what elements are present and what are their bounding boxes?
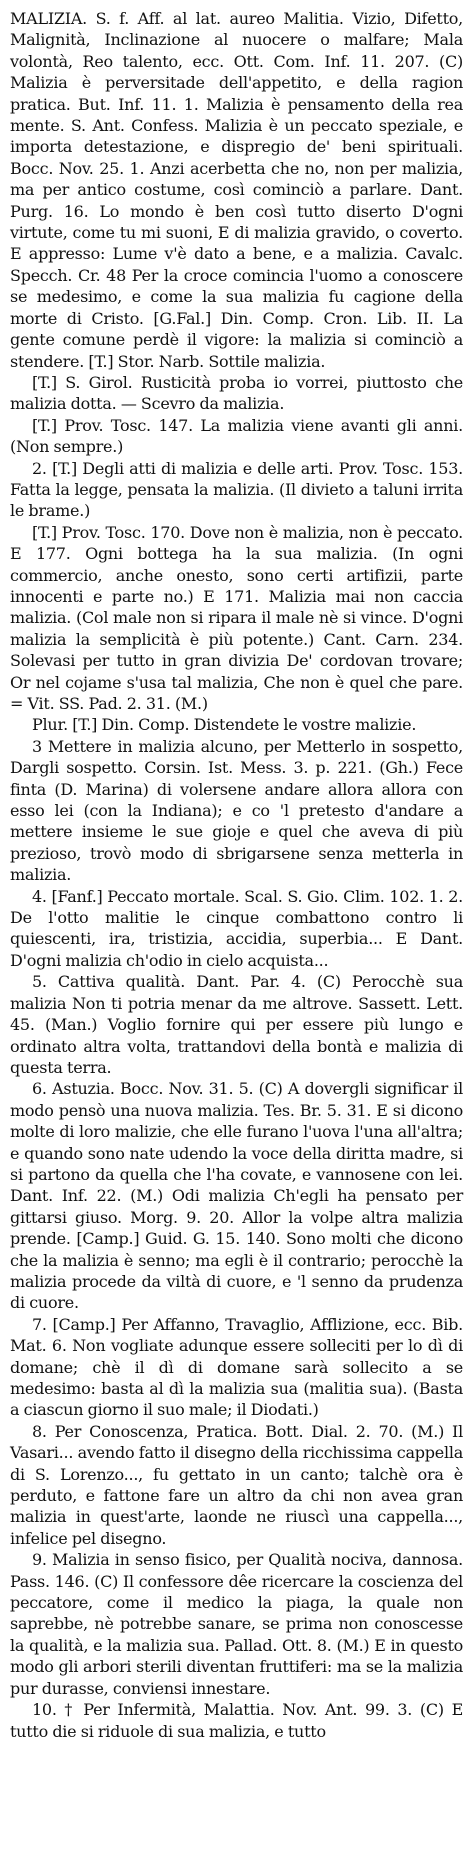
sense-3: 3 Mettere in malizia alcuno, per Metterlo in sospetto, Dargli sospetto. Corsin. Ist. Mess. 3. p. 221. (Gh.) Fece finta (D. Marina) di volersene andare allora allora con esso lei (con la Indiana); e co 'l pretesto d'andare a mettere insieme le sue gioje e quel che aveva di più prezioso, trovò modo di sbrigarsene senza metterla in malizia. (10, 736, 463, 885)
sense-10: 10. † Per Infermità, Malattia. Nov. Ant. 99. 3. (C) E tutto die si riduole di sua malizia, e tutto (10, 1700, 463, 1741)
sense-6: 6. Astuzia. Bocc. Nov. 31. 5. (C) A dovergli significar il modo pensò una nuova malizia. Tes. Br. 5. 31. E si dicono molte di loro malizie, che elle furano l'uova l'una all'altra; e quando sono nate udendo la voce della diritta madre, si si partono da quella che l'ha covate, e vannosene con lei. Dant. Inf. 22. (M.) Odi malizia Ch'egli ha pensato per gittarsi giuso. Morg. 9. 20. Allor la volpe altra malizia prende. [Camp.] Guid. G. 15. 140. Sono molti che dicono che la malizia è senno; ma egli è il contrario; perocchè la malizia procede da viltà di cuore, e 'l senno da prudenza di cuore. (10, 1079, 463, 1313)
entry-paragraph: [T.] Prov. Tosc. 170. Dove non è malizia, non è peccato. E 177. Ogni bottega ha la sua malizia. (In ogni commercio, anche onesto, sono certi artifizii, parte innocenti e parte no.) E 171. Malizia mai non caccia malizia. (Col male non si ripara il male nè si vince. D'ogni malizia la semplicità è più potente.) Cant. Carn. 234. Solevasi per tutto in gran divizia De' cordovan trovare; Or nel cojame s'usa tal malizia, Che non è quel che pare. = Vit. SS. Pad. 2. 31. (M.) (10, 522, 463, 713)
sense-9: 9. Malizia in senso fisico, per Qualità nociva, dannosa. Pass. 146. (C) Il confessore dêe ricercare la coscienza del peccatore, come il medico la piaga, la quale non saprebbe, nè potrebbe sanare, se prima non conoscesse la qualità, e la malizia sua. Pallad. Ott. 8. (M.) E in questo modo gli arbori sterili diventan fruttiferi: ma se la malizia pur durasse, conviensi innestare. (10, 1550, 463, 1698)
entry-paragraph: [T.] Prov. Tosc. 147. La malizia viene avanti gli anni. (Non sempre.) (10, 415, 463, 457)
sense-2: 2. [T.] Degli atti di malizia e delle arti. Prov. Tosc. 153. Fatta la legge, pensata la malizia. (Il divieto a taluni irrita le brame.) (10, 458, 463, 521)
sense-8: 8. Per Conoscenza, Pratica. Bott. Dial. 2. 70. (M.) Il Vasari... avendo fatto il disegno della ricchissima cappella di S. Lorenzo..., fu gettato in un canto; talchè ora è perduto, e fattone fare un altro da chi non avea gran malizia in quest'arte, laonde ne riuscì una cappella..., infelice pel disegno. (10, 1421, 463, 1548)
plural-usage: Plur. [T.] Din. Comp. Distendete le vostre malizie. (32, 715, 417, 735)
sense-4: 4. [Fanf.] Peccato mortale. Scal. S. Gio. Clim. 102. 1. 2. De l'otto malitie le cinque combattono contro li quiescenti, ira, tristizia, accidia, superbia... E Dant. D'ogni malizia ch'odio in cielo acquista... (10, 886, 463, 970)
sense-5: 5. Cattiva qualità. Dant. Par. 4. (C) Perocchè sua malizia Non ti potria menar da me altrove. Sassett. Lett. 45. (Man.) Voglio fornire qui per essere più lungo e ordinato altra volta, trattandovi della bontà e malizia di questa terra. (10, 972, 463, 1077)
entry-paragraph: [T.] S. Girol. Rusticità proba io vorrei, piuttosto che malizia dotta. — Scevro da malizia. (10, 372, 463, 414)
entry-main-definition: MALIZIA. S. f. Aff. al lat. aureo Malitia. Vizio, Difetto, Malignità, Inclinazione al nuocere o malfare; Mala volontà, Reo talento, ecc. Ott. Com. Inf. 11. 207. (C) Malizia è perversitade dell'appetito, e della ragion pratica. But. Inf. 11. 1. Malizia è pensamento della rea mente. S. Ant. Confess. Malizia è un peccato speziale, e importa detestazione, e dispregio de' beni spirituali. Bocc. Nov. 25. 1. Anzi acerbetta che no, non per malizia, ma per antico costume, così cominciò a parlare. Dant. Purg. 16. Lo mondo è ben così tutto diserto D'ogni virtute, come tu mi suoni, E di malizia gravido, o coverto. E appresso: Lume v'è dato a bene, e a malizia. Cavalc. Specch. Cr. 48 Per la croce comincia l'uomo a conoscere se medesimo, e come la sua malizia fu cagione della morte di Cristo. [G.Fal.] Din. Comp. Cron. Lib. II. La gente comune perdè il vigore: la malizia si cominciò a stendere. [T.] Stor. Narb. Sottile malizia. (10, 9, 463, 371)
sense-7: 7. [Camp.] Per Affanno, Travaglio, Afflizione, ecc. Bib. Mat. 6. Non vogliate adunque essere solleciti per lo dì di domane; chè il dì di domane sarà sollecito a se medesimo: basta al dì la malizia sua (malitia sua). (Basta a ciascun giorno il suo male; il Diodati.) (10, 1314, 463, 1420)
